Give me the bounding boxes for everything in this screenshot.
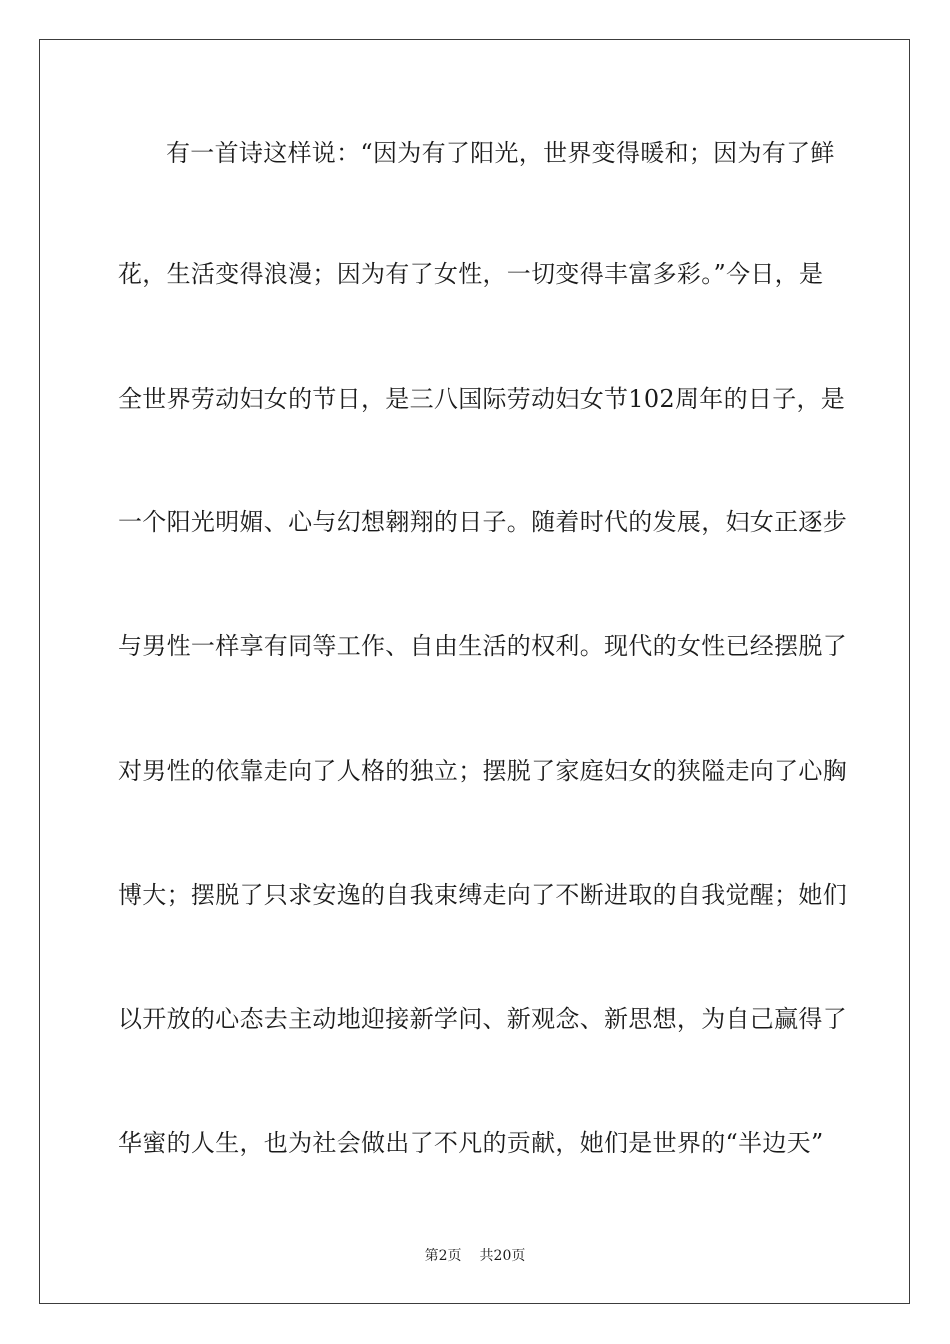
body-line-6: 对男性的依靠走向了人格的独立；摆脱了家庭妇女的狭隘走向了心胸: [118, 757, 847, 785]
body-line-4: 一个阳光明媚、心与幻想翱翔的日子。随着时代的发展，妇女正逐步: [118, 508, 847, 536]
body-line-9: 华蜜的人生，也为社会做出了不凡的贡献，她们是世界的“半边天”: [118, 1129, 824, 1157]
body-line-7: 博大；摆脱了只求安逸的自我束缚走向了不断进取的自我觉醒；她们: [118, 881, 847, 909]
body-line-5: 与男性一样享有同等工作、自由生活的权利。现代的女性已经摆脱了: [118, 632, 847, 660]
page-footer: [0, 1247, 950, 1265]
page-total: 共20页: [479, 1248, 526, 1264]
page-border: [39, 39, 910, 1304]
body-line-1: 有一首诗这样说：“因为有了阳光，世界变得暖和；因为有了鲜: [166, 139, 835, 167]
body-line-2: 花，生活变得浪漫；因为有了女性，一切变得丰富多彩。”今日，是: [118, 260, 824, 288]
page-number: 第2页: [424, 1248, 462, 1264]
body-line-8: 以开放的心态去主动地迎接新学问、新观念、新思想，为自己赢得了: [118, 1005, 847, 1033]
body-line-3: 全世界劳动妇女的节日，是三八国际劳动妇女节102周年的日子，是: [118, 385, 846, 413]
